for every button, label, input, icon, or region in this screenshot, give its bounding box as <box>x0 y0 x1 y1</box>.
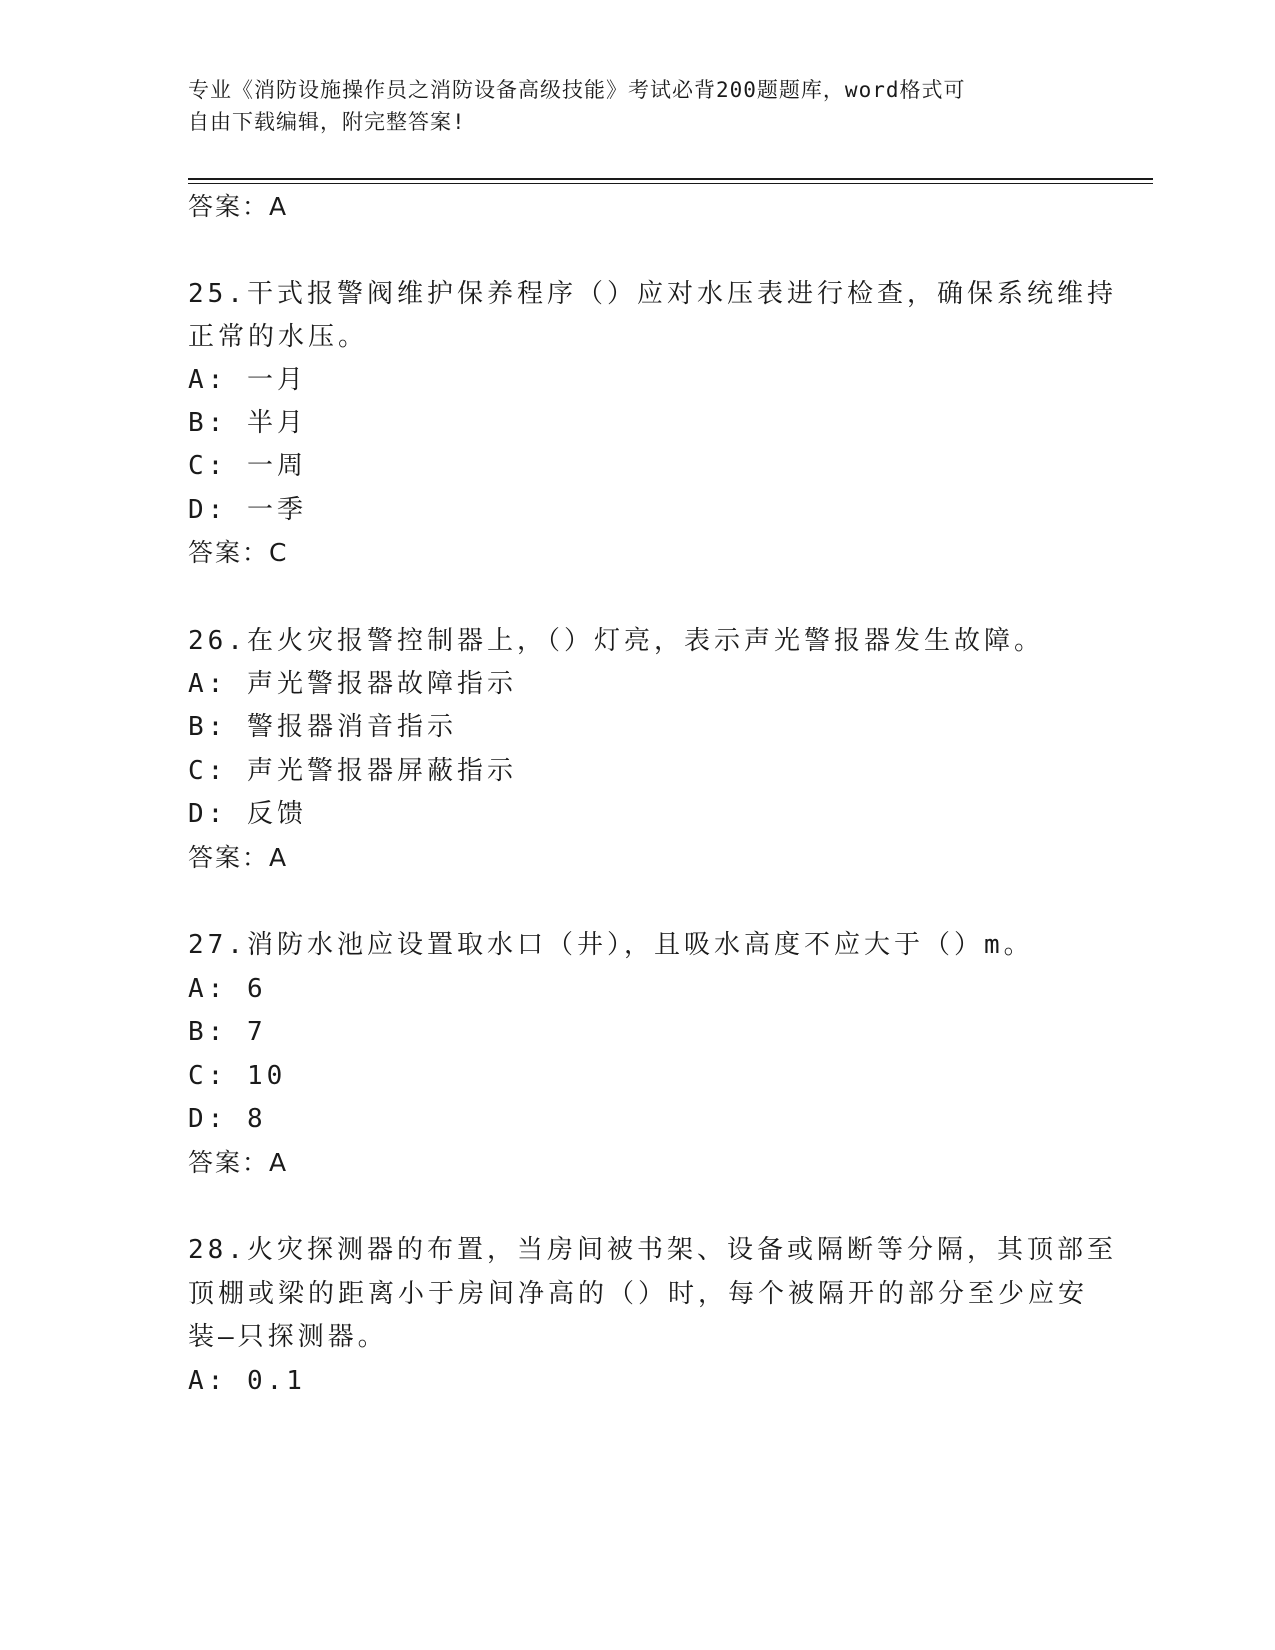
question-25-option-b: B: 半月 <box>188 408 307 438</box>
question-28-text-1: 28.火灾探测器的布置，当房间被书架、设备或隔断等分隔，其顶部至 <box>188 1235 1117 1265</box>
header-divider-thin <box>188 183 1153 184</box>
question-27-option-d: D: 8 <box>188 1104 267 1134</box>
question-26-option-a: A: 声光警报器故障指示 <box>188 669 517 699</box>
answer-27: 答案：A <box>188 1148 289 1177</box>
header-line-1: 专业《消防设施操作员之消防设备高级技能》考试必背200题题库，word格式可 <box>188 78 966 102</box>
question-27-option-a: A: 6 <box>188 974 267 1004</box>
question-27-option-c: C: 10 <box>188 1061 287 1091</box>
question-25-option-d: D: 一季 <box>188 495 307 525</box>
question-27-option-b: B: 7 <box>188 1017 267 1047</box>
question-25-text-2: 正常的水压。 <box>188 322 369 352</box>
header-divider <box>188 178 1153 180</box>
question-25-text-1: 25.干式报警阀维护保养程序（）应对水压表进行检查，确保系统维持 <box>188 279 1117 309</box>
question-27-text-1: 27.消防水池应设置取水口（井），且吸水高度不应大于（）m。 <box>188 930 1034 960</box>
question-26-option-b: B: 警报器消音指示 <box>188 712 457 742</box>
question-25-option-c: C: 一周 <box>188 451 307 481</box>
header-line-2: 自由下载编辑，附完整答案! <box>188 110 466 134</box>
question-26-text-1: 26.在火灾报警控制器上，（）灯亮，表示声光警报器发生故障。 <box>188 626 1044 656</box>
question-28-option-a: A: 0.1 <box>188 1366 306 1396</box>
question-26-option-d: D: 反馈 <box>188 799 307 829</box>
question-28-text-2: 顶棚或梁的距离小于房间净高的（）时，每个被隔开的部分至少应安 <box>188 1279 1089 1309</box>
answer-25: 答案：C <box>188 538 289 567</box>
answer-26: 答案：A <box>188 843 289 872</box>
page-header <box>188 74 1068 138</box>
answer-24: 答案：A <box>188 192 289 221</box>
question-25-option-a: A: 一月 <box>188 365 307 395</box>
question-28-text-3: 装—只探测器。 <box>188 1322 388 1352</box>
question-26-option-c: C: 声光警报器屏蔽指示 <box>188 756 517 786</box>
